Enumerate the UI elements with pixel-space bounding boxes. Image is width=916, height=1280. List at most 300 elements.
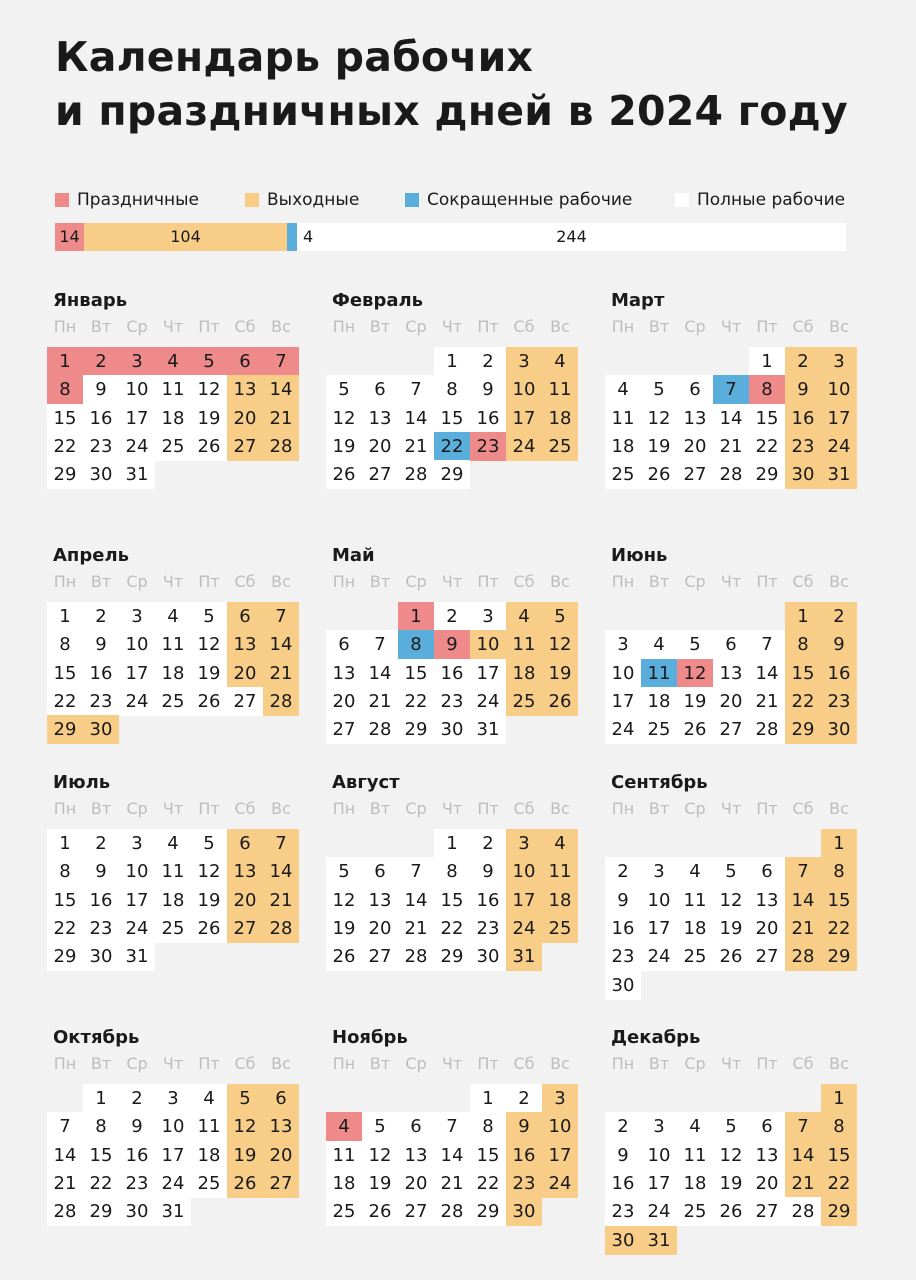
day-cell: 16 — [119, 1141, 155, 1170]
day-cell: 6 — [362, 857, 398, 886]
weekday-label: Вс — [829, 572, 849, 591]
day-cell: 29 — [821, 942, 857, 971]
day-cell: 31 — [641, 1226, 677, 1255]
day-cell: 29 — [821, 1197, 857, 1226]
bar-work-count: 244 — [556, 227, 587, 246]
month-name: Октябрь — [53, 1027, 140, 1048]
weekday-label: Чт — [720, 572, 742, 591]
day-cell: 14 — [47, 1141, 83, 1170]
day-cell: 11 — [605, 404, 641, 433]
day-cell: 5 — [191, 347, 227, 376]
day-cell: 13 — [677, 404, 713, 433]
day-cell: 12 — [362, 1141, 398, 1170]
weekday-label: Вт — [369, 317, 391, 336]
day-cell: 29 — [470, 1197, 506, 1226]
day-cell: 17 — [506, 886, 542, 915]
day-cell: 25 — [506, 687, 542, 716]
month-name: Февраль — [332, 290, 424, 311]
day-cell: 23 — [605, 1197, 641, 1226]
bar-holiday-count: 14 — [59, 227, 80, 246]
day-cell: 17 — [506, 404, 542, 433]
day-cell: 10 — [119, 857, 155, 886]
day-cell: 5 — [677, 630, 713, 659]
day-cell: 20 — [677, 432, 713, 461]
day-cell: 17 — [470, 659, 506, 688]
day-cell: 16 — [785, 404, 821, 433]
day-cell: 13 — [749, 1141, 785, 1170]
legend-work-label: Полные рабочие — [697, 190, 846, 210]
day-cell: 18 — [677, 914, 713, 943]
weekday-label: Сб — [513, 799, 535, 818]
day-cell: 18 — [677, 1169, 713, 1198]
day-cell: 6 — [263, 1084, 299, 1113]
day-cell: 10 — [821, 375, 857, 404]
bar-work-label — [297, 223, 846, 251]
day-cell: 18 — [155, 659, 191, 688]
day-cell: 15 — [83, 1141, 119, 1170]
month-name: Сентябрь — [611, 772, 708, 793]
day-cell: 9 — [605, 1141, 641, 1170]
day-cell: 24 — [542, 1169, 578, 1198]
day-cell: 8 — [785, 630, 821, 659]
weekday-label: Вс — [271, 1054, 291, 1073]
day-cell: 14 — [398, 404, 434, 433]
day-cell: 6 — [713, 630, 749, 659]
day-cell: 8 — [434, 857, 470, 886]
day-cell: 29 — [47, 942, 83, 971]
day-cell: 16 — [605, 914, 641, 943]
day-cell: 26 — [713, 1197, 749, 1226]
day-cell: 10 — [641, 1141, 677, 1170]
day-cell: 25 — [326, 1197, 362, 1226]
totals-bar — [55, 223, 846, 251]
day-cell: 1 — [749, 347, 785, 376]
day-cell: 3 — [605, 630, 641, 659]
day-cell: 2 — [821, 602, 857, 631]
day-cell: 2 — [83, 829, 119, 858]
day-cell: 11 — [155, 375, 191, 404]
day-cell: 4 — [326, 1112, 362, 1141]
day-cell: 10 — [641, 886, 677, 915]
day-cell: 30 — [83, 942, 119, 971]
day-cell: 21 — [785, 914, 821, 943]
day-cell: 7 — [362, 630, 398, 659]
day-cell: 17 — [119, 404, 155, 433]
day-cell: 10 — [506, 857, 542, 886]
month-name: Январь — [53, 290, 128, 311]
day-cell: 29 — [398, 715, 434, 744]
weekday-label: Вт — [90, 799, 112, 818]
bar-weekend — [84, 223, 287, 251]
day-cell: 31 — [119, 460, 155, 489]
weekday-label: Вс — [550, 317, 570, 336]
day-cell: 20 — [227, 886, 263, 915]
day-cell: 27 — [398, 1197, 434, 1226]
day-cell: 24 — [605, 715, 641, 744]
day-cell: 23 — [785, 432, 821, 461]
day-cell: 21 — [713, 432, 749, 461]
day-cell: 13 — [713, 659, 749, 688]
day-cell: 22 — [434, 914, 470, 943]
day-cell: 9 — [119, 1112, 155, 1141]
day-cell: 8 — [470, 1112, 506, 1141]
day-cell: 25 — [155, 914, 191, 943]
day-cell: 19 — [713, 1169, 749, 1198]
day-cell: 28 — [713, 460, 749, 489]
day-cell: 26 — [326, 942, 362, 971]
day-cell: 24 — [821, 432, 857, 461]
day-cell: 26 — [191, 432, 227, 461]
day-cell: 29 — [785, 715, 821, 744]
day-cell: 16 — [434, 659, 470, 688]
day-cell: 20 — [749, 914, 785, 943]
day-cell: 23 — [506, 1169, 542, 1198]
day-cell: 15 — [434, 886, 470, 915]
title-line-2: и праздничных дней в 2024 году — [55, 87, 848, 135]
day-cell: 23 — [434, 687, 470, 716]
weekday-label: Ср — [684, 317, 706, 336]
bar-weekend-count: 104 — [170, 227, 201, 246]
weekday-label: Вс — [271, 572, 291, 591]
day-cell: 1 — [398, 602, 434, 631]
weekday-label: Пн — [611, 1054, 635, 1073]
day-cell: 9 — [785, 375, 821, 404]
weekday-label: Вт — [648, 317, 670, 336]
day-cell: 23 — [470, 432, 506, 461]
weekday-label: Сб — [234, 1054, 256, 1073]
day-cell: 8 — [821, 857, 857, 886]
day-cell: 9 — [605, 886, 641, 915]
day-cell: 30 — [470, 942, 506, 971]
day-cell: 7 — [263, 829, 299, 858]
weekday-label: Ср — [684, 1054, 706, 1073]
day-cell: 29 — [47, 715, 83, 744]
day-cell: 5 — [326, 857, 362, 886]
day-cell: 21 — [749, 687, 785, 716]
weekday-label: Пн — [611, 799, 635, 818]
legend-work — [675, 190, 845, 210]
weekday-label: Вс — [829, 317, 849, 336]
day-cell: 9 — [470, 857, 506, 886]
day-cell: 2 — [119, 1084, 155, 1113]
day-cell: 31 — [506, 942, 542, 971]
day-cell: 21 — [434, 1169, 470, 1198]
day-cell: 13 — [398, 1141, 434, 1170]
day-cell: 4 — [155, 829, 191, 858]
weekday-label: Ср — [126, 799, 148, 818]
day-cell: 9 — [83, 857, 119, 886]
day-cell: 17 — [542, 1141, 578, 1170]
weekday-label: Чт — [162, 799, 184, 818]
day-cell: 30 — [434, 715, 470, 744]
weekday-label: Пн — [53, 1054, 77, 1073]
day-cell: 3 — [119, 347, 155, 376]
day-cell: 6 — [227, 602, 263, 631]
weekday-label: Ср — [126, 572, 148, 591]
day-cell: 20 — [263, 1141, 299, 1170]
day-cell: 30 — [821, 715, 857, 744]
month-name: Апрель — [53, 545, 130, 566]
day-cell: 15 — [470, 1141, 506, 1170]
day-cell: 5 — [191, 602, 227, 631]
day-cell: 21 — [362, 687, 398, 716]
weekday-label: Сб — [792, 799, 814, 818]
day-cell: 4 — [677, 857, 713, 886]
weekday-label: Чт — [720, 1054, 742, 1073]
weekday-label: Чт — [441, 1054, 463, 1073]
weekday-label: Вт — [369, 572, 391, 591]
month-name: Июль — [53, 772, 111, 793]
day-cell: 7 — [749, 630, 785, 659]
day-cell: 21 — [785, 1169, 821, 1198]
day-cell: 4 — [155, 602, 191, 631]
weekday-label: Пн — [611, 572, 635, 591]
day-cell: 31 — [155, 1197, 191, 1226]
day-cell: 2 — [605, 1112, 641, 1141]
day-cell: 2 — [434, 602, 470, 631]
day-cell: 4 — [506, 602, 542, 631]
day-cell: 13 — [263, 1112, 299, 1141]
day-cell: 16 — [83, 404, 119, 433]
day-cell: 26 — [641, 460, 677, 489]
day-cell: 27 — [263, 1169, 299, 1198]
day-cell: 27 — [749, 1197, 785, 1226]
day-cell: 11 — [677, 886, 713, 915]
day-cell: 20 — [227, 659, 263, 688]
weekday-label: Пт — [477, 572, 499, 591]
day-cell: 27 — [362, 460, 398, 489]
day-cell: 28 — [398, 942, 434, 971]
day-cell: 9 — [83, 630, 119, 659]
day-cell: 15 — [785, 659, 821, 688]
holiday-swatch — [55, 193, 69, 207]
day-cell: 17 — [641, 914, 677, 943]
day-cell: 22 — [434, 432, 470, 461]
day-cell: 18 — [191, 1141, 227, 1170]
day-cell: 11 — [506, 630, 542, 659]
day-cell: 14 — [362, 659, 398, 688]
day-cell: 19 — [326, 914, 362, 943]
weekday-label: Сб — [792, 572, 814, 591]
day-cell: 26 — [542, 687, 578, 716]
legend-holiday-label: Праздничные — [77, 190, 199, 210]
weekday-label: Сб — [792, 1054, 814, 1073]
legend-short-label: Сокращенные рабочие — [427, 190, 633, 210]
day-cell: 21 — [398, 914, 434, 943]
weekday-label: Чт — [720, 317, 742, 336]
day-cell: 19 — [542, 659, 578, 688]
day-cell: 6 — [227, 347, 263, 376]
day-cell: 13 — [227, 857, 263, 886]
weekday-label: Пн — [332, 317, 356, 336]
day-cell: 22 — [47, 432, 83, 461]
day-cell: 7 — [398, 375, 434, 404]
day-cell: 5 — [191, 829, 227, 858]
day-cell: 1 — [47, 829, 83, 858]
weekday-label: Чт — [441, 799, 463, 818]
day-cell: 19 — [191, 886, 227, 915]
day-cell: 8 — [821, 1112, 857, 1141]
weekday-label: Пн — [53, 317, 77, 336]
day-cell: 10 — [119, 630, 155, 659]
day-cell: 9 — [83, 375, 119, 404]
legend-holiday — [55, 190, 199, 210]
day-cell: 3 — [155, 1084, 191, 1113]
day-cell: 15 — [821, 886, 857, 915]
day-cell: 22 — [47, 914, 83, 943]
day-cell: 13 — [362, 404, 398, 433]
day-cell: 14 — [398, 886, 434, 915]
day-cell: 30 — [605, 1226, 641, 1255]
day-cell: 2 — [605, 857, 641, 886]
day-cell: 2 — [785, 347, 821, 376]
day-cell: 11 — [542, 857, 578, 886]
day-cell: 12 — [191, 857, 227, 886]
day-cell: 7 — [785, 857, 821, 886]
bar-holiday — [55, 223, 84, 251]
day-cell: 28 — [263, 687, 299, 716]
day-cell: 19 — [191, 659, 227, 688]
work-swatch — [675, 193, 689, 207]
day-cell: 1 — [470, 1084, 506, 1113]
day-cell: 5 — [326, 375, 362, 404]
day-cell: 18 — [155, 886, 191, 915]
day-cell: 11 — [155, 630, 191, 659]
day-cell: 7 — [785, 1112, 821, 1141]
day-cell: 6 — [362, 375, 398, 404]
weekday-label: Сб — [513, 317, 535, 336]
day-cell: 12 — [191, 375, 227, 404]
day-cell: 22 — [821, 1169, 857, 1198]
weekday-label: Чт — [162, 317, 184, 336]
day-cell: 1 — [434, 829, 470, 858]
day-cell: 30 — [83, 460, 119, 489]
day-cell: 11 — [155, 857, 191, 886]
day-cell: 14 — [749, 659, 785, 688]
day-cell: 8 — [47, 375, 83, 404]
day-cell: 8 — [83, 1112, 119, 1141]
weekday-label: Вс — [829, 799, 849, 818]
day-cell: 12 — [227, 1112, 263, 1141]
day-cell: 9 — [434, 630, 470, 659]
weekday-label: Пт — [477, 799, 499, 818]
day-cell: 1 — [47, 347, 83, 376]
day-cell: 22 — [821, 914, 857, 943]
day-cell: 23 — [83, 432, 119, 461]
day-cell: 3 — [506, 347, 542, 376]
day-cell: 18 — [641, 687, 677, 716]
day-cell: 4 — [605, 375, 641, 404]
day-cell: 18 — [155, 404, 191, 433]
day-cell: 18 — [542, 404, 578, 433]
weekend-swatch — [245, 193, 259, 207]
day-cell: 31 — [821, 460, 857, 489]
weekday-label: Чт — [720, 799, 742, 818]
day-cell: 28 — [263, 432, 299, 461]
day-cell: 28 — [362, 715, 398, 744]
day-cell: 27 — [749, 942, 785, 971]
day-cell: 24 — [641, 1197, 677, 1226]
day-cell: 7 — [398, 857, 434, 886]
day-cell: 1 — [785, 602, 821, 631]
day-cell: 8 — [398, 630, 434, 659]
day-cell: 10 — [119, 375, 155, 404]
weekday-label: Сб — [234, 317, 256, 336]
day-cell: 27 — [362, 942, 398, 971]
day-cell: 2 — [470, 829, 506, 858]
day-cell: 27 — [326, 715, 362, 744]
weekday-label: Вт — [369, 799, 391, 818]
day-cell: 7 — [47, 1112, 83, 1141]
weekday-label: Чт — [441, 317, 463, 336]
weekday-label: Пт — [477, 1054, 499, 1073]
weekday-label: Пт — [198, 1054, 220, 1073]
day-cell: 8 — [434, 375, 470, 404]
day-cell: 24 — [470, 687, 506, 716]
day-cell: 9 — [506, 1112, 542, 1141]
weekday-label: Пт — [756, 1054, 778, 1073]
day-cell: 5 — [227, 1084, 263, 1113]
day-cell: 16 — [470, 404, 506, 433]
day-cell: 27 — [227, 687, 263, 716]
day-cell: 15 — [821, 1141, 857, 1170]
day-cell: 28 — [47, 1197, 83, 1226]
weekday-label: Вт — [648, 1054, 670, 1073]
day-cell: 19 — [326, 432, 362, 461]
day-cell: 28 — [398, 460, 434, 489]
day-cell: 12 — [191, 630, 227, 659]
weekday-label: Пт — [198, 317, 220, 336]
day-cell: 14 — [713, 404, 749, 433]
day-cell: 24 — [119, 687, 155, 716]
weekday-label: Ср — [405, 799, 427, 818]
day-cell: 26 — [191, 914, 227, 943]
day-cell: 17 — [605, 687, 641, 716]
day-cell: 16 — [83, 886, 119, 915]
day-cell: 4 — [191, 1084, 227, 1113]
day-cell: 24 — [155, 1169, 191, 1198]
day-cell: 10 — [506, 375, 542, 404]
day-cell: 3 — [542, 1084, 578, 1113]
day-cell: 19 — [641, 432, 677, 461]
day-cell: 7 — [713, 375, 749, 404]
weekday-label: Вт — [648, 572, 670, 591]
day-cell: 7 — [434, 1112, 470, 1141]
day-cell: 13 — [227, 630, 263, 659]
day-cell: 15 — [398, 659, 434, 688]
day-cell: 23 — [83, 687, 119, 716]
day-cell: 16 — [83, 659, 119, 688]
day-cell: 1 — [821, 1084, 857, 1113]
day-cell: 29 — [434, 942, 470, 971]
day-cell: 24 — [506, 432, 542, 461]
day-cell: 28 — [785, 942, 821, 971]
day-cell: 24 — [641, 942, 677, 971]
day-cell: 6 — [749, 857, 785, 886]
day-cell: 13 — [362, 886, 398, 915]
day-cell: 9 — [470, 375, 506, 404]
day-cell: 8 — [47, 630, 83, 659]
month-name: Август — [332, 772, 400, 793]
day-cell: 6 — [398, 1112, 434, 1141]
day-cell: 13 — [326, 659, 362, 688]
day-cell: 24 — [119, 914, 155, 943]
title-line-1: Календарь рабочих — [55, 33, 534, 81]
day-cell: 9 — [821, 630, 857, 659]
weekday-label: Пт — [756, 572, 778, 591]
day-cell: 18 — [506, 659, 542, 688]
legend-weekend-label: Выходные — [267, 190, 360, 210]
